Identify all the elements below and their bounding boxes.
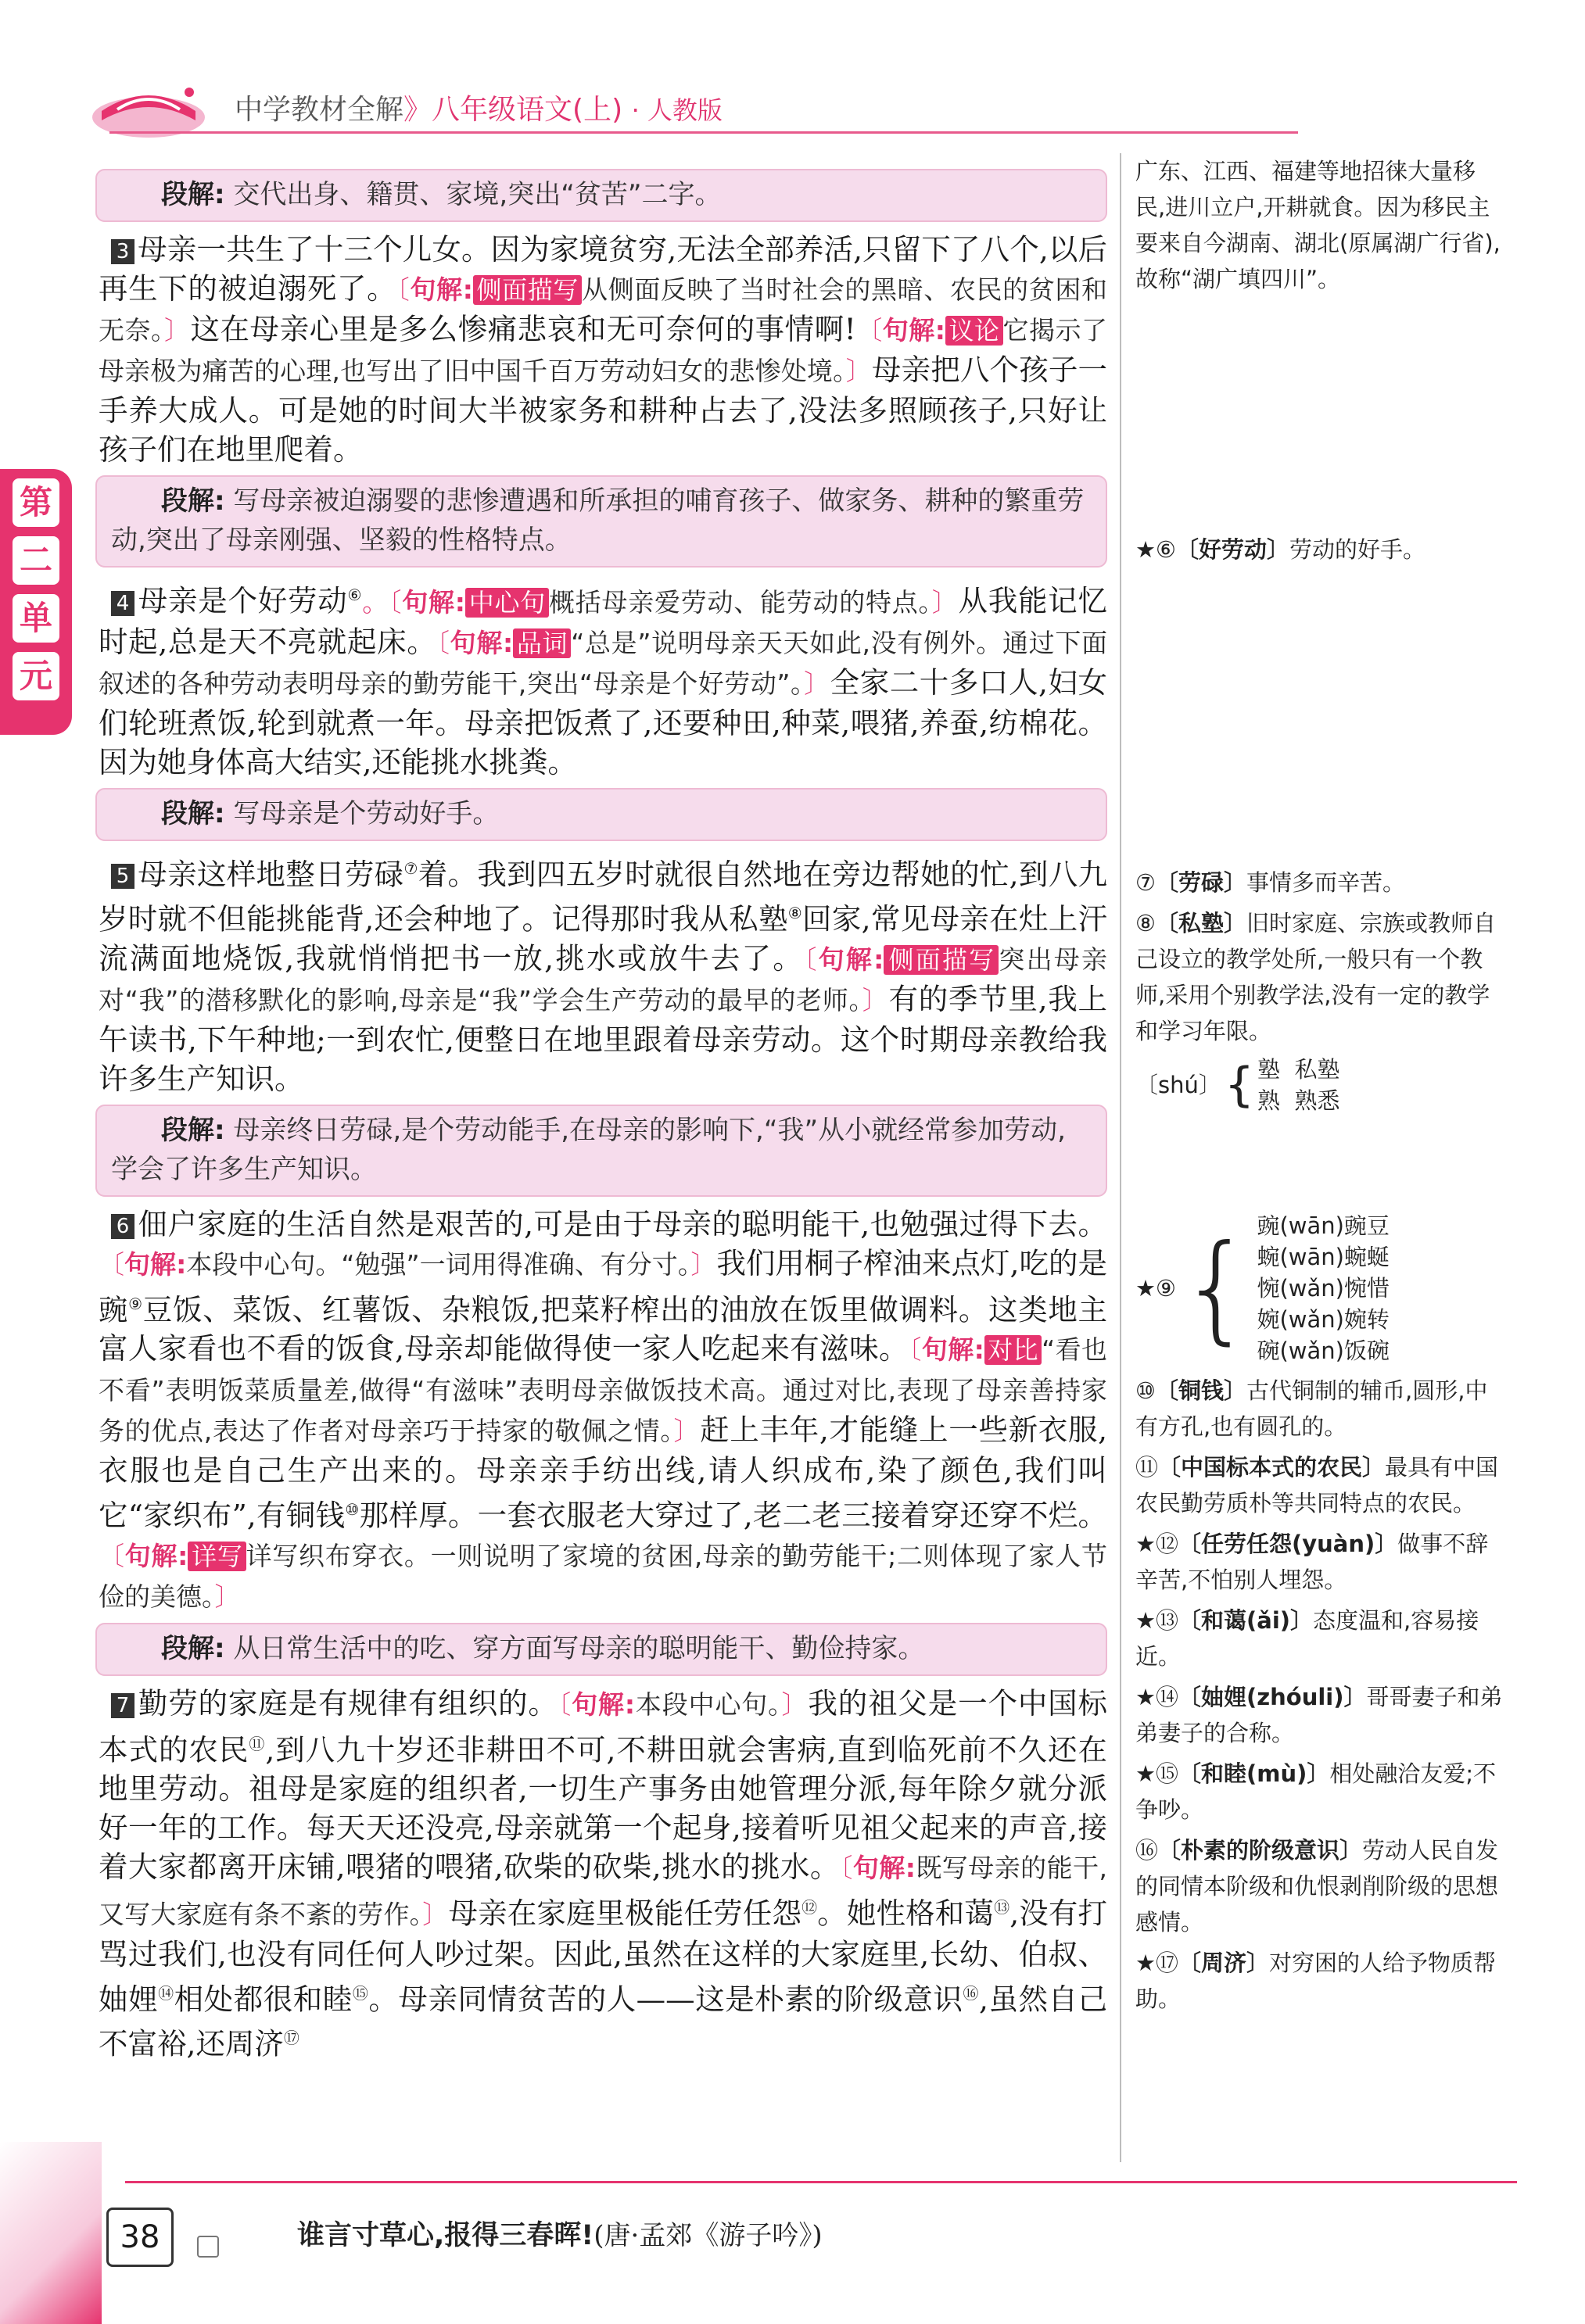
footnote-def: 劳动的好手。 [1289,536,1426,563]
annotation-sidebar [1135,153,1503,2021]
footnote-mark: ⑧ [1135,910,1156,936]
note-text: 它揭示了母亲极为痛苦的心理,也写出了旧中国千百万劳动妇女的悲惨处境。 [99,315,1108,386]
note-label: 句解: [921,1334,984,1365]
text: 有的季节里,我上午读书,下午种地;一到农忙,便整日在地里跟着母亲劳动。这个时期母亲教给我许多生产知识。 [99,981,1108,1096]
brace-icon: { [1224,1058,1255,1112]
footnote-term: 〔铜钱〕 [1156,1377,1247,1404]
note-text: 从侧面反映了当时社会的黑暗、农民的贫困和无奈。 [99,274,1108,346]
note-text: 突出母亲对“我”的潜移默化的影响,母亲是“我”学会生产劳动的最早的老师。 [99,944,1108,1015]
footnote-def: 做事不辞辛苦,不怕别人埋怨。 [1135,1531,1489,1593]
bracket: 〔 [803,944,819,975]
homophone-row: 惋(wǎn)惋惜 [1257,1275,1390,1302]
footnote-def: 事情多而辛苦。 [1246,869,1406,896]
bracket: 〕 [845,356,872,386]
footnote-ref: ⑦ [403,858,418,878]
bracket: 。〔 [362,586,403,618]
note-label: 句解: [410,274,473,305]
text: 着。我到四五岁时就很自然地在旁边帮她的忙,到八九岁时就不但能挑能背,还会种地了。记得那时我从私塾 [99,857,1107,936]
footnote-ref: ⑥ [347,585,363,604]
footnote-mark: ★⑮ [1135,1760,1178,1787]
note-text: 既写母亲的能干,又写大家庭有条不紊的劳作。 [99,1853,1107,1930]
footnote-mark: ★⑨ [1135,1275,1176,1302]
word: 熟悉 [1294,1087,1340,1114]
footnote-ref: ⑰ [283,2029,299,2047]
bracket: 〕 [931,586,959,618]
homophone-row [1257,1085,1339,1116]
footnote-ref: ⑭ [158,1983,174,2003]
unit-char: 元 [13,652,59,700]
footnote-def: 劳动人民自发的同情本阶级和仇恨剥削阶级的思想感情。 [1135,1837,1499,1935]
text: 母亲在家庭里极能任劳任怨 [448,1896,802,1931]
pinyin-label: 〔shú〕 [1135,1072,1221,1098]
footnote-term: 〔妯娌(zhóuli)〕 [1178,1684,1367,1710]
footnote-mark: ⑪ [1135,1454,1159,1481]
sidebar-intro: 广东、江西、福建等地招徕大量移民,进川立户,开耕就食。因为移民主要来自今湖南、湖北(原属湖广行省),故称“湖广填四川”。 [1135,158,1501,292]
paragraph-summary-box [95,475,1107,568]
text: 我们用桐子榨油来点灯,吃的是豌 [99,1245,1108,1327]
text: 从我能记忆时起,总是天不亮就起床。 [99,583,1108,659]
paragraph-7 [99,1684,1107,2064]
homophone-row: 婉(wǎn)婉转 [1257,1306,1390,1333]
footnote-def: 古代铜制的辅币,圆形,中有方孔,也有圆孔的。 [1135,1377,1488,1440]
summary-label: 段解: [161,1632,225,1664]
bracket: 〕 [164,315,191,346]
summary-text: 写母亲被迫溺婴的悲惨遭遇和所承担的哺育孩子、做家务、耕种的繁重劳动,突出了母亲刚强、坚毅的性格特点。 [111,485,1085,556]
text: 母亲一共生了十三个儿女。因为家境贫穷,无法全部养活,只留下了八个,以后再生下的被迫溺死了。 [99,232,1107,306]
series-name: 中学教材全解 [235,94,404,126]
footnote-ref: ⑪ [249,1734,266,1753]
footnote-ref: ⑮ [352,1983,369,2003]
page-header [0,0,1585,156]
note-tag: 议论 [945,316,1003,346]
summary-label: 段解: [161,179,225,210]
text: 勤劳的家庭是有规律有组织的。 [138,1685,558,1721]
grade-name: 八年级语文(上) [432,94,623,126]
note-tag: 中心句 [465,588,549,618]
footnote-14 [1135,1679,1503,1751]
footnote-mark: ⑦ [1135,869,1156,896]
header-title [235,88,723,127]
text: 这在母亲心里是多么惨痛悲哀和无可奈何的事情啊! [190,312,856,346]
homophone-row: 豌(wān)豌豆 [1257,1212,1390,1239]
bracket: 〕 [422,1899,449,1930]
paragraph-summary-box [95,1105,1107,1197]
footnote-term: 〔和睦(mù)〕 [1178,1760,1330,1787]
paragraph-5 [99,849,1107,1098]
summary-label: 段解: [161,1114,225,1146]
unit-char: 第 [13,478,59,527]
footnote-16 [1135,1832,1503,1940]
footnote-mark: ⑩ [1135,1377,1156,1404]
char: 塾 [1257,1056,1281,1083]
paragraph-number: 4 [111,591,134,616]
quote-source: (唐·孟郊《游子吟》) [593,2220,823,2251]
paragraph-3 [99,230,1107,469]
column-divider [1120,153,1121,2162]
summary-text: 母亲终日劳碌,是个劳动能手,在母亲的影响下,“我”从小就经常参加劳动,学会了许多生产知识。 [111,1114,1066,1185]
paragraph-number: 3 [111,239,134,264]
footnote-term: 〔朴素的阶级意识〕 [1158,1837,1363,1864]
bracket: 〔 [99,1540,125,1571]
sentence-note [99,1249,716,1280]
footer-rule [125,2181,1517,2183]
footnote-ref: ⑨ [128,1294,143,1313]
text: 母亲这样地整日劳碌 [138,857,404,891]
bracket: 〔 [99,1248,125,1280]
bracket: 〕 [781,1688,809,1720]
footnote-ref: ⑩ [345,1500,360,1519]
footnote-15 [1135,1756,1503,1828]
paragraph-6 [99,1205,1107,1617]
unit-char: 单 [13,594,59,643]
note-label: 句解: [450,627,514,658]
paragraph-summary-box [95,788,1107,841]
footnote-def: 对穷困的人给予物质帮助。 [1135,1950,1497,2012]
footnote-def: 哥哥妻子和弟弟妻子的合称。 [1135,1684,1503,1746]
header-separator: 》 [403,94,432,126]
footnote-8 [1135,905,1503,1049]
note-tag: 侧面描写 [884,945,999,975]
text: ,没有打骂过我们,也没有同任何人吵过架。因此,虽然在这样的大家庭里,长幼、伯叔、妯娌 [99,1896,1108,2016]
text: 那样厚。一套衣服老大穿过了,老二老三接着穿还穿不烂。 [359,1498,1108,1533]
bracket: 〕 [804,668,830,699]
text: 母亲是个好劳动 [138,583,348,618]
footnote-term: 〔劳碌〕 [1156,869,1247,896]
footnote-mark: ★⑰ [1135,1950,1178,1976]
paragraph-number: 7 [111,1693,134,1718]
bracket: 〔 [855,315,883,346]
bracket: 〔 [908,1334,922,1365]
note-label: 句解: [572,1688,636,1720]
note-text: 本段中心句。 [635,1688,782,1720]
note-tag: 品词 [513,628,571,658]
footnote-ref: ⑫ [801,1898,818,1917]
paragraph-number: 6 [111,1214,134,1239]
note-text: 详写织布穿衣。一则说明了家境的贫困,母亲的勤劳能干;二则体现了家人节俭的美德。 [99,1540,1108,1612]
note-label: 句解: [818,944,884,975]
brace-icon: { [1179,1220,1254,1356]
corner-decoration [0,2142,102,2324]
homophone-row: 蜿(wān)蜿蜒 [1257,1244,1390,1270]
bracket: 〕 [690,1248,717,1280]
paragraph-4 [99,575,1107,782]
homophone-row [1257,1054,1339,1085]
note-tag: 侧面描写 [473,275,582,305]
text: 全家二十多口人,妇女们轮班煮饭,轮到就煮一年。母亲把饭煮了,还要种田,种菜,喂猪,养蚕,纺棉花。因为她身体高大结实,还能挑水挑粪。 [99,664,1108,779]
footnote-11 [1135,1449,1503,1521]
summary-text: 从日常生活中的吃、穿方面写母亲的聪明能干、勤俭持家。 [233,1632,925,1664]
homophone-row: 碗(wǎn)饭碗 [1257,1337,1390,1364]
text: 豆饭、菜饭、红薯饭、杂粮饭,把菜籽榨出的油放在饭里做调料。这类地主富人家看也不看的饭食,母亲却能做得使一家人吃起来有滋味。 [99,1292,1108,1366]
main-column [99,163,1107,2064]
note-label: 句解: [124,1248,187,1280]
footnote-ref: ⑬ [994,1898,1010,1917]
homophone-list [1257,1054,1339,1116]
summary-text: 交代出身、籍贯、家境,突出“贫苦”二字。 [233,179,722,210]
summary-label: 段解: [161,797,225,829]
footnote-term: 〔和蔼(ǎi)〕 [1178,1607,1314,1634]
footnote-def: 旧时家庭、宗族或教师自己设立的教学处所,一般只有一个教师,采用个别教学法,没有一定的教学和学习年限。 [1135,910,1497,1044]
footnote-term: 〔私塾〕 [1156,910,1247,936]
note-tag: 详写 [188,1542,246,1571]
footnote-def: 态度温和,容易接近。 [1135,1607,1479,1670]
text: 。母亲同情贫苦的人——这是朴素的阶级意识 [368,1982,963,2016]
unit-side-tab [0,469,72,735]
bracket: 〔 [396,274,411,305]
footnote-17 [1135,1945,1503,2017]
footnote-term: 〔周济〕 [1178,1950,1270,1976]
footnote-13 [1135,1602,1503,1674]
bracket: 〕 [862,984,889,1015]
text: 我的祖父是一个中国标本式的农民 [99,1685,1108,1767]
text: 相处都很和睦 [174,1982,353,2016]
sentence-note [558,1689,809,1720]
bracket: 〕 [214,1581,241,1612]
footnote-def: 最具有中国农民勤劳质朴等共同特点的农民。 [1135,1454,1499,1517]
note-text: 本段中心句。“勉强”一词用得准确、有分寸。 [186,1248,691,1280]
footnote-ref: ⑯ [963,1983,980,2003]
checkbox-icon [197,2236,219,2258]
char: 熟 [1257,1087,1281,1114]
footnote-mark: ★⑭ [1135,1684,1178,1710]
text: 。她性格和蔼 [817,1896,995,1931]
quote-text: 谁言寸草心,报得三春晖! [297,2220,594,2251]
summary-label: 段解: [161,485,225,517]
footnote-def: 相处融洽友爱;不争吵。 [1135,1760,1497,1823]
sentence-note [362,587,958,618]
note-label: 句解: [882,315,945,346]
note-label: 句解: [124,1540,188,1571]
header-rule [109,131,1298,134]
paragraph-summary-box [95,169,1107,222]
page-number: 38 [106,2208,174,2267]
footnote-term: 〔好劳动〕 [1176,536,1290,563]
footer-quote [297,2214,823,2253]
text: ,虽然自己不富裕,还周济 [99,1982,1108,2061]
bracket: 〔 [839,1853,853,1883]
edition-name: · 人教版 [631,95,723,125]
footnote-10 [1135,1373,1503,1445]
homophone-list [1257,1210,1390,1366]
note-text: 概括母亲爱劳动、能劳动的特点。 [548,586,932,618]
footnote-7 [1135,865,1503,901]
footnote-term: 〔中国标本式的农民〕 [1158,1454,1386,1481]
footnote-9 [1135,1210,1503,1366]
footnote-ref: ⑧ [787,904,803,922]
paragraph-number: 5 [111,864,134,889]
word: 私塾 [1294,1056,1340,1083]
footnote-mark: ★⑫ [1135,1531,1178,1557]
text: 母亲把八个孩子一手养大成人。可是她的时间大半被家务和耕种占去了,没法多照顾孩子,只好让孩子们在地里爬着。 [99,353,1108,467]
footnote-12 [1135,1526,1503,1598]
note-text: “看也不看”表明饭菜质量差,做得“有滋味”表明母亲做饭技术高。通过对比,表现了母亲善持家务的优点,表达了作者对母亲巧于持家的敬佩之情。 [99,1334,1107,1446]
bracket: 〔 [436,627,450,658]
footnote-mark: ★⑥ [1135,536,1176,563]
summary-text: 写母亲是个劳动好手。 [233,797,500,829]
note-tag: 对比 [984,1335,1042,1365]
bracket: 〕 [673,1416,701,1446]
unit-char: 二 [13,536,59,585]
text: ,到八九十岁还非耕田不可,不耕田就会害病,直到临死前不久还在地里劳动。祖母是家庭的组织者,一切生产事务由她管理分派,每年除夕就分派好一年的工作。每天天还没亮,母亲就第一个起身,接着听见祖父起来的声音,接着大家都离开床铺,喂猪的喂猪,砍柴的砍柴,挑水的挑水。 [99,1732,1107,1884]
text: 佃户家庭的生活自然是艰苦的,可是由于母亲的聪明能干,也勉强过得下去。 [138,1206,1107,1241]
footnote-mark: ⑯ [1135,1837,1159,1864]
note-label: 句解: [852,1853,916,1883]
footnote-6 [1135,532,1503,568]
paragraph-summary-box [95,1623,1107,1676]
note-label: 句解: [402,586,465,618]
text: 赶上丰年,才能缝上一些新衣服,衣服也是自己生产出来的。母亲亲手纺出线,请人织成布,染了颜色,我们叫它“家织布”,有铜钱 [99,1413,1108,1533]
footnote-term: 〔任劳任怨(yuàn)〕 [1178,1531,1398,1557]
note-text: “总是”说明母亲天天如此,没有例外。通过下面叙述的各种劳动表明母亲的勤劳能干,突出“母亲是个好劳动”。 [99,627,1107,699]
sentence-note [99,1541,1107,1612]
bracket: 〔 [558,1688,572,1720]
text: 回家,常见母亲在灶上汗流满面地烧饭,我就悄悄把书一放,挑水或放牛去了。 [99,901,1108,976]
footnote-mark: ★⑬ [1135,1607,1178,1634]
shu-homophone-group [1135,1054,1503,1116]
